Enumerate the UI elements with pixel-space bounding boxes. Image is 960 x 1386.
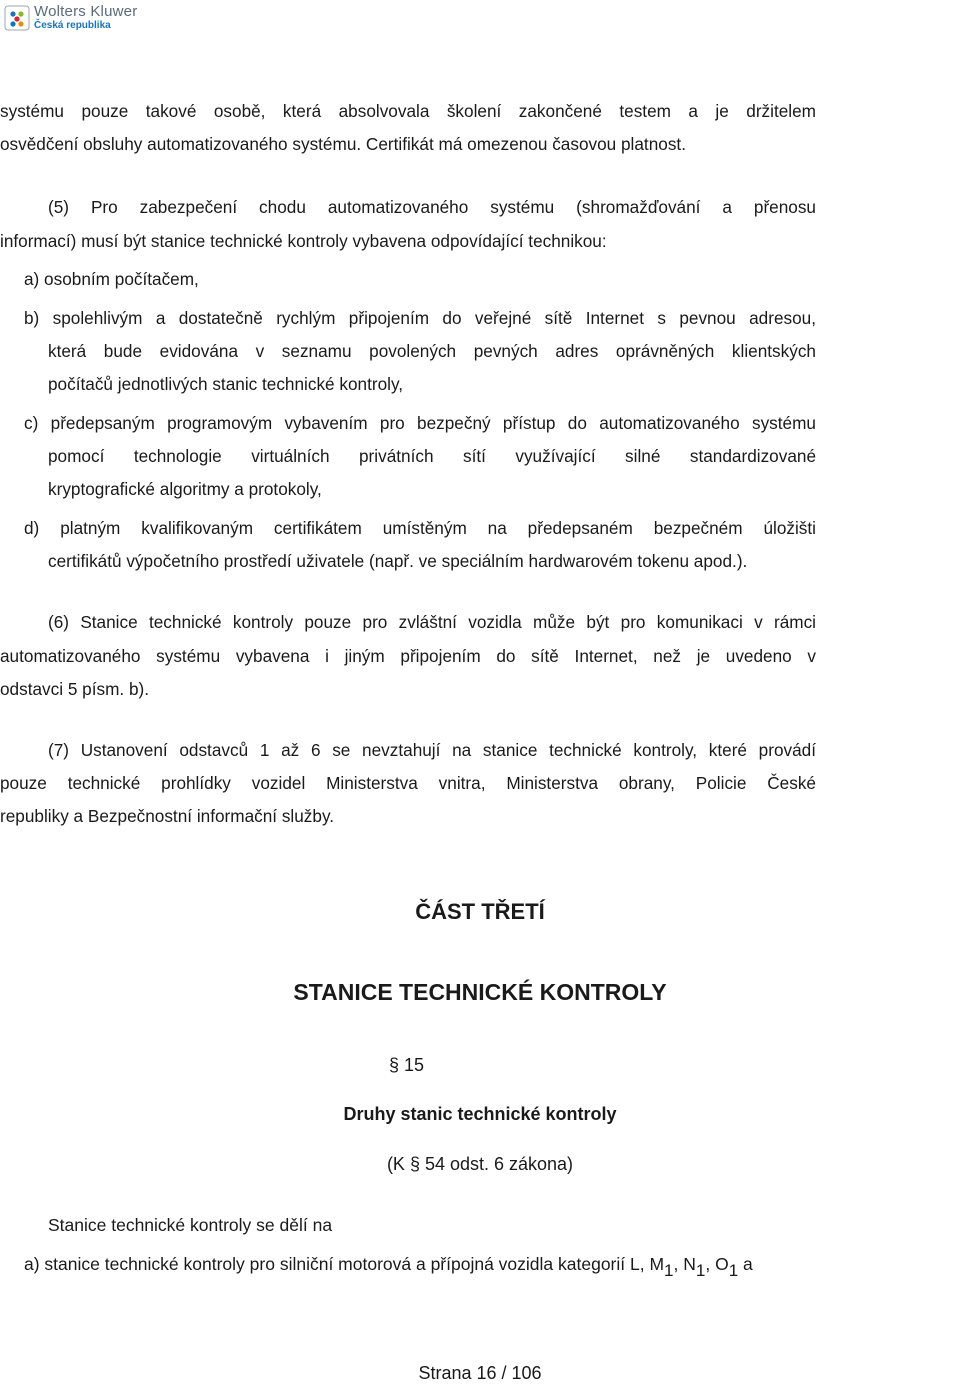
list-item-a-categories: [24, 1252, 753, 1280]
paragraph-7-line: (7) Ustanovení odstavců 1 až 6 se nevztahují na stanice technické kontroly, které provádí: [48, 740, 816, 760]
category-text: , O: [705, 1254, 729, 1274]
list-item-c-cont: kryptografické algoritmy a protokoly,: [48, 479, 322, 499]
subscript: 1: [695, 1261, 706, 1280]
text-line: osvědčení obsluhy automatizovaného systému. Certifikát má omezenou časovou platnost.: [0, 134, 686, 154]
list-item-a: a) osobním počítačem,: [24, 269, 199, 289]
list-item-c: c) předepsaným programovým vybavením pro bezpečný přístup do automatizovaného systému: [24, 413, 816, 433]
page-number: Strana 16 / 106: [418, 1363, 542, 1383]
subscript: 1: [664, 1261, 674, 1280]
list-item-b-cont: která bude evidována v seznamu povolených pevných adres oprávněných klientských: [48, 341, 816, 361]
text-line: systému pouze takové osobě, která absolvovala školení zakončené testem a je držitelem: [0, 101, 816, 121]
paragraph-5-line: (5) Pro zabezpečení chodu automatizovaného systému (shromažďování a přenosu: [48, 197, 816, 217]
section-title: Druhy stanic technické kontroly: [343, 1104, 617, 1124]
category-text: a: [738, 1254, 753, 1274]
list-item-d: d) platným kvalifikovaným certifikátem umístěným na předepsaném bezpečném úložišti: [24, 518, 816, 538]
subscript: 1: [728, 1261, 739, 1280]
category-text: a) stanice technické kontroly pro silniční motorová a přípojná vozidla kategorií L, M: [24, 1254, 665, 1274]
section-reference: (K § 54 odst. 6 zákona): [386, 1154, 574, 1174]
paragraph-5-line: informací) musí být stanice technické kontroly vybavena odpovídající technikou:: [0, 231, 607, 251]
part-title: ČÁST TŘETÍ: [415, 899, 545, 924]
section-number: § 15: [389, 1055, 425, 1075]
list-item-b-cont: počítačů jednotlivých stanic technické kontroly,: [48, 374, 404, 394]
section-intro: Stanice technické kontroly se dělí na: [48, 1215, 333, 1235]
paragraph-6-line: automatizovaného systému vybavena i jiným připojením do sítě Internet, než je uvedeno v: [0, 646, 816, 666]
brand-name: Wolters Kluwer: [34, 3, 138, 20]
list-item-d-cont: certifikátů výpočetního prostředí uživatele (např. ve speciálním hardwarovém tokenu apod.).: [48, 551, 748, 571]
wolters-kluwer-mark-icon: [4, 5, 30, 31]
brand-country: Česká republika: [34, 20, 111, 31]
part-subtitle: STANICE TECHNICKÉ KONTROLY: [293, 979, 667, 1005]
category-text: , N: [673, 1254, 696, 1274]
list-item-c-cont: pomocí technologie virtuálních privátních sítí využívající silné standardizované: [48, 446, 816, 466]
paragraph-6-line: (6) Stanice technické kontroly pouze pro zvláštní vozidla může být pro komunikaci v rámci: [48, 612, 816, 632]
paragraph-7-line: republiky a Bezpečnostní informační služby.: [0, 806, 335, 826]
wolters-kluwer-logo: [4, 4, 137, 31]
list-item-b: b) spolehlivým a dostatečně rychlým připojením do veřejné sítě Internet s pevnou adresou,: [24, 308, 816, 328]
paragraph-7-line: pouze technické prohlídky vozidel Ministerstva vnitra, Ministerstva obrany, Policie České: [0, 773, 816, 793]
paragraph-6-line: odstavci 5 písm. b).: [0, 679, 150, 699]
